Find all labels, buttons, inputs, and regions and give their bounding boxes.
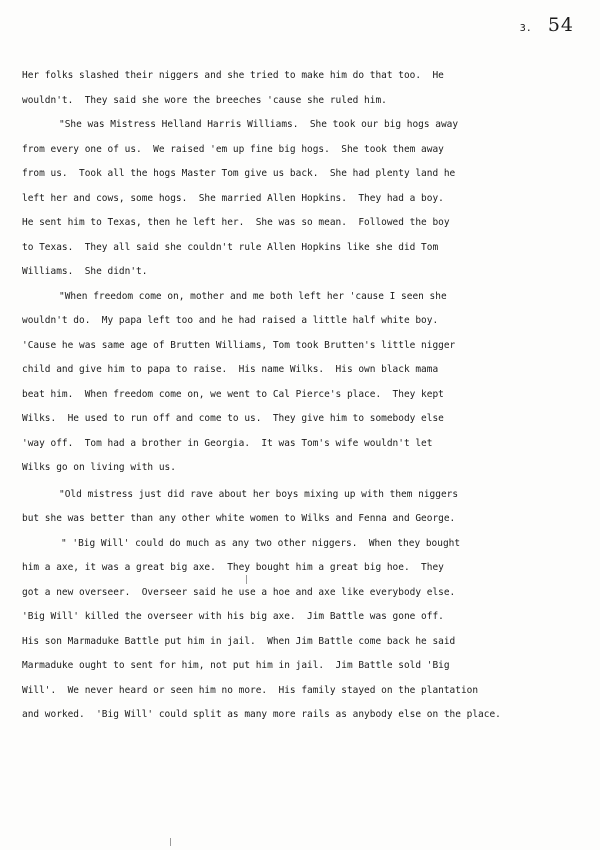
text-line: beat him. When freedom come on, we went to Cal Pierce's place. They kept: [22, 388, 444, 400]
text-line: 'way off. Tom had a brother in Georgia. It was Tom's wife wouldn't let: [22, 437, 433, 449]
text-line: got a new overseer. Overseer said he use a hoe and axe like everybody else.: [22, 586, 456, 598]
text-line: Will'. We never heard or seen him no more. His family stayed on the plantation: [22, 684, 479, 696]
text-line: left her and cows, some hogs. She married Allen Hopkins. They had a boy.: [22, 192, 444, 204]
text-line: him a axe, it was a great big axe. They bought him a great big hoe. They: [22, 562, 444, 573]
stamped-page-number: 54: [547, 14, 574, 36]
text-line: Williams. She didn't.: [22, 266, 148, 277]
stray-pencil-mark: [170, 838, 171, 846]
text-line: and worked. 'Big Will' could split as many more rails as anybody else on the place.: [22, 709, 501, 720]
text-line: 'Big Will' killed the overseer with his big axe. Jim Battle was gone off.: [22, 611, 444, 622]
text-line: wouldn't do. My papa left too and he had raised a little half white boy.: [22, 315, 439, 326]
paragraph-start-line: "When freedom come on, mother and me both left her 'cause I seen she: [59, 290, 447, 302]
text-line: His son Marmaduke Battle put him in jail. When Jim Battle come back he said: [22, 635, 456, 647]
text-line: He sent him to Texas, then he left her. She was so mean. Followed the boy: [22, 217, 450, 228]
paragraph-start-line: "She was Mistress Helland Harris Williams. She took our big hogs away: [59, 119, 459, 130]
page-number-area: [520, 14, 574, 36]
text-line: from every one of us. We raised 'em up fine big hogs. She took them away: [22, 143, 444, 155]
text-line: Her folks slashed their niggers and she tried to make him do that too. He: [22, 70, 444, 81]
stray-pencil-mark: [246, 575, 247, 584]
paragraph-start-line: "Old mistress just did rave about her boys mixing up with them niggers: [59, 488, 459, 500]
text-line: child and give him to papa to raise. His name Wilks. His own black mama: [22, 364, 439, 375]
text-line: wouldn't. They said she wore the breeches 'cause she ruled him.: [22, 94, 387, 106]
text-line: Wilks go on living with us.: [22, 462, 176, 473]
text-line: but she was better than any other white women to Wilks and Fenna and George.: [22, 513, 456, 524]
paragraph-start-line: " 'Big Will' could do much as any two other niggers. When they bought: [61, 537, 461, 549]
text-line: Marmaduke ought to sent for him, not put him in jail. Jim Battle sold 'Big: [22, 660, 450, 671]
text-line: 'Cause he was same age of Brutten Williams, Tom took Brutten's little nigger: [22, 339, 456, 351]
typed-page-number: 3.: [519, 23, 532, 34]
text-line: to Texas. They all said she couldn't rule Allen Hopkins like she did Tom: [22, 241, 439, 253]
text-line: Wilks. He used to run off and come to us. They give him to somebody else: [22, 413, 444, 424]
typescript-body: [22, 64, 582, 728]
text-line: from us. Took all the hogs Master Tom give us back. She had plenty land he: [22, 168, 456, 179]
